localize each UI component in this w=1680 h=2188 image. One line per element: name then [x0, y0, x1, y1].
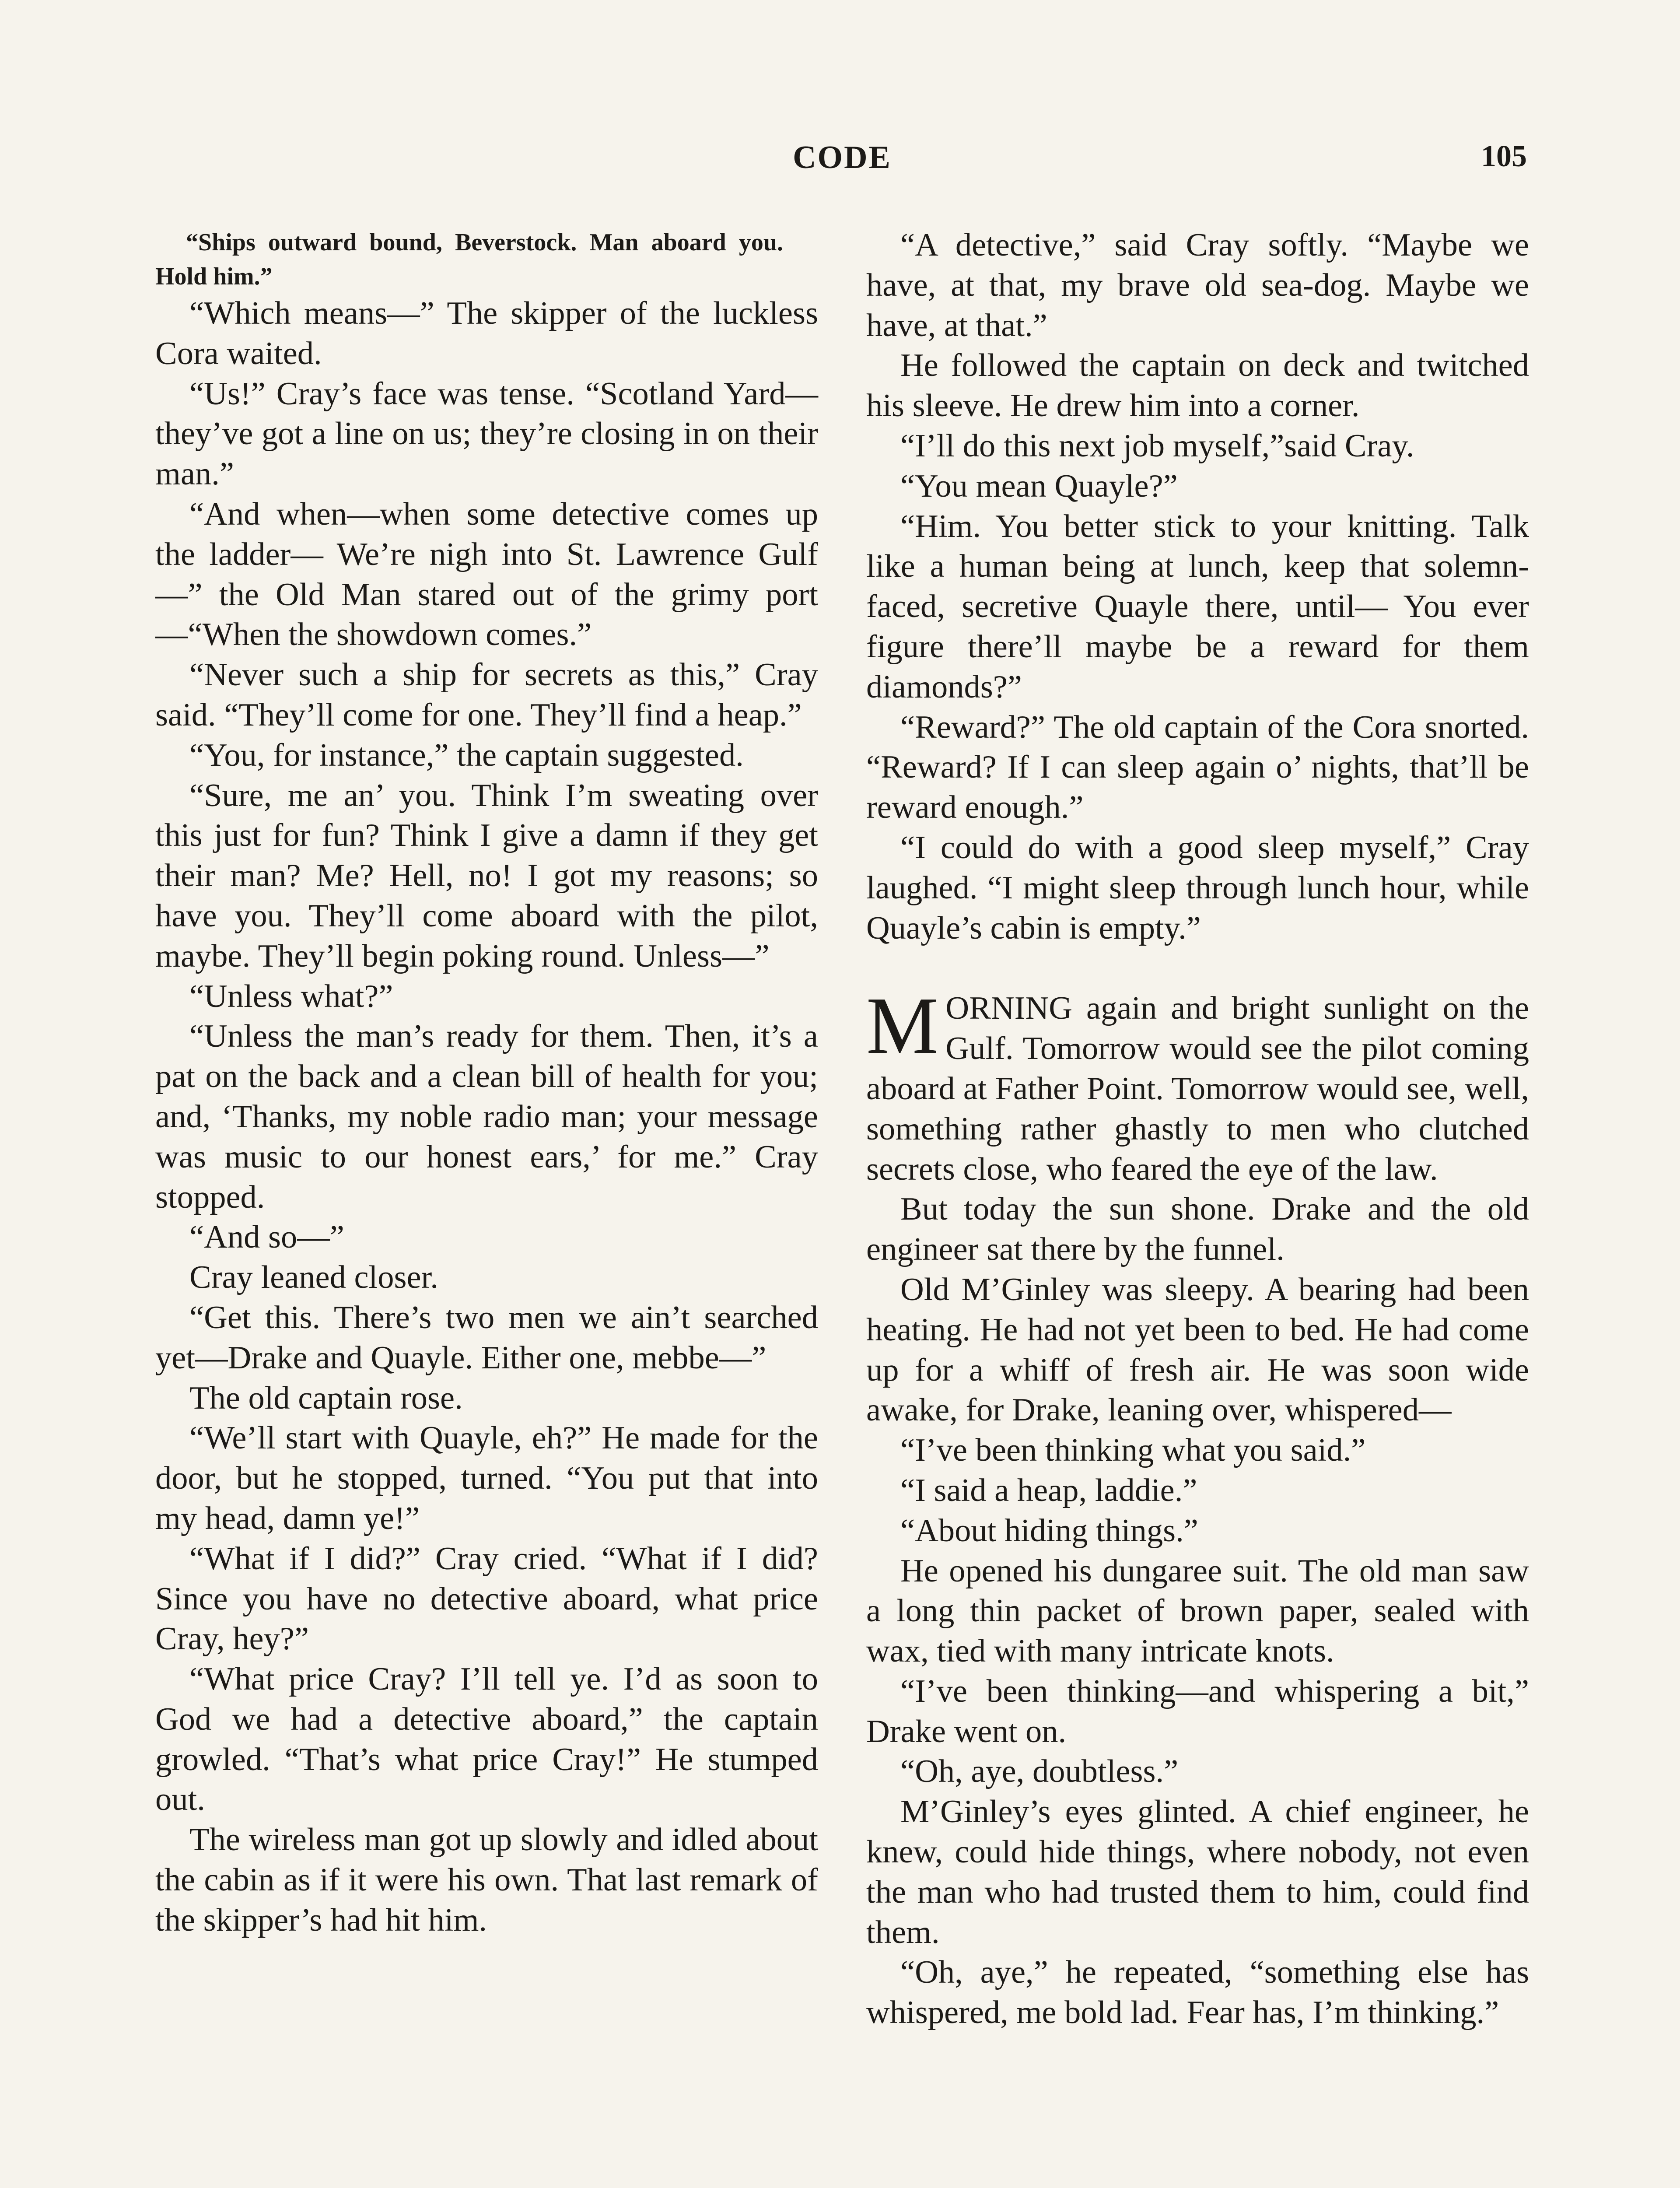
- paragraph: “Him. You better stick to your knitting. Talk like a human being at lunch, keep that solemn-faced, secretive Quayle there, until— You ever figure there’ll maybe be a reward for them diamonds?”: [866, 508, 1529, 705]
- paragraph: “Us!” Cray’s face was tense. “Scotland Yard—they’ve got a line on us; they’re closing in on their man.”: [155, 375, 818, 492]
- paragraph: “Sure, me an’ you. Think I’m sweating over this just for fun? Think I give a damn if they get their man? Me? Hell, no! I got my reasons; so have you. They’ll come aboard with the pilot, maybe. They’ll begin poking round. Unless—”: [155, 777, 818, 974]
- paragraph: M’Ginley’s eyes glinted. A chief engineer, he knew, could hide things, where nobody, not even the man who had trusted them to him, could find them.: [866, 1794, 1529, 1950]
- paragraph: The wireless man got up slowly and idled about the cabin as if it were his own. That last remark of the skipper’s had hit him.: [155, 1822, 818, 1938]
- page-number: 105: [1481, 140, 1527, 173]
- paragraph: “What if I did?” Cray cried. “What if I did? Since you have no detective aboard, what price Cray, hey?”: [155, 1540, 818, 1657]
- paragraph: “And so—”: [189, 1219, 344, 1255]
- running-title: CODE: [793, 140, 892, 175]
- section-break: [866, 948, 1529, 989]
- paragraph: “I’ve been thinking what you said.”: [900, 1432, 1366, 1469]
- paragraph: He followed the captain on deck and twitched his sleeve. He drew him into a corner.: [866, 347, 1529, 424]
- paragraph: “What price Cray? I’ll tell ye. I’d as soon to God we had a detective aboard,” the captain growled. “That’s what price Cray!” He stumped out.: [155, 1661, 818, 1818]
- dropcap-text: ORNING again and bright sunlight on the Gulf. Tomorrow would see the pilot coming aboard at Father Point. Tomorrow would see, well, something rather ghastly to men who clutched secrets close, who feared the eye of the law.: [866, 990, 1529, 1187]
- paragraph: “I said a heap, laddie.”: [900, 1472, 1197, 1508]
- paragraph: Old M’Ginley was sleepy. A bearing had been heating. He had not yet been to bed. He had come up for a whiff of fresh air. He was soon wide awake, for Drake, leaning over, whispered—: [866, 1271, 1529, 1428]
- telegram-message: “Ships outward bound, Beverstock. Man aboard you. Hold him.”: [155, 229, 783, 290]
- paragraph: “Reward?” The old captain of the Cora snorted. “Reward? If I can sleep again o’ nights, that’ll be reward enough.”: [866, 709, 1529, 826]
- paragraph: “And when—when some detective comes up the ladder— We’re nigh into St. Lawrence Gulf—” the Old Man stared out of the grimy port—“When the showdown comes.”: [155, 496, 818, 653]
- paragraph: Cray leaned closer.: [189, 1259, 438, 1296]
- paragraph: The old captain rose.: [189, 1380, 463, 1416]
- page-header: [158, 139, 1527, 183]
- paragraph: “Unless what?”: [189, 978, 393, 1014]
- paragraph: “A detective,” said Cray softly. “Maybe we have, at that, my brave old sea-dog. Maybe we have, at that.”: [866, 227, 1529, 344]
- paragraph: “I could do with a good sleep myself,” Cray laughed. “I might sleep through lunch hour, while Quayle’s cabin is empty.”: [866, 829, 1529, 946]
- paragraph: “Get this. There’s two men we ain’t searched yet—Drake and Quayle. Either one, mebbe—”: [155, 1299, 818, 1376]
- paragraph: “I’ll do this next job myself,”said Cray.: [900, 428, 1414, 464]
- left-column: [155, 225, 818, 1941]
- paragraph: “Never such a ship for secrets as this,” Cray said. “They’ll come for one. They’ll find a heap.”: [155, 657, 818, 733]
- paragraph: “I’ve been thinking—and whispering a bit,” Drake went on.: [866, 1673, 1529, 1750]
- paragraph: “You mean Quayle?”: [900, 468, 1178, 504]
- paragraph: “Which means—” The skipper of the luckless Cora waited.: [155, 295, 818, 372]
- paragraph: “About hiding things.”: [900, 1512, 1198, 1549]
- paragraph: But today the sun shone. Drake and the old engineer sat there by the funnel.: [866, 1191, 1529, 1268]
- paragraph: He opened his dungaree suit. The old man saw a long thin packet of brown paper, sealed with wax, tied with many intricate knots.: [866, 1553, 1529, 1669]
- paragraph: “Oh, aye,” he repeated, “something else has whispered, me bold lad. Fear has, I’m thinking.”: [866, 1954, 1529, 2031]
- dropcap-paragraph: [866, 981, 1529, 1189]
- paragraph: “We’ll start with Quayle, eh?” He made for the door, but he stopped, turned. “You put that into my head, damn ye!”: [155, 1420, 818, 1536]
- right-column: [866, 225, 1529, 2033]
- paragraph: “You, for instance,” the captain suggested.: [189, 737, 744, 773]
- paragraph: “Unless the man’s ready for them. Then, it’s a pat on the back and a clean bill of health for you; and, ‘Thanks, my noble radio man; your message was music to our honest ears,’ for me.” Cray stopped.: [155, 1018, 818, 1215]
- paragraph: “Oh, aye, doubtless.”: [900, 1753, 1179, 1790]
- drop-cap-letter: M: [866, 981, 939, 1071]
